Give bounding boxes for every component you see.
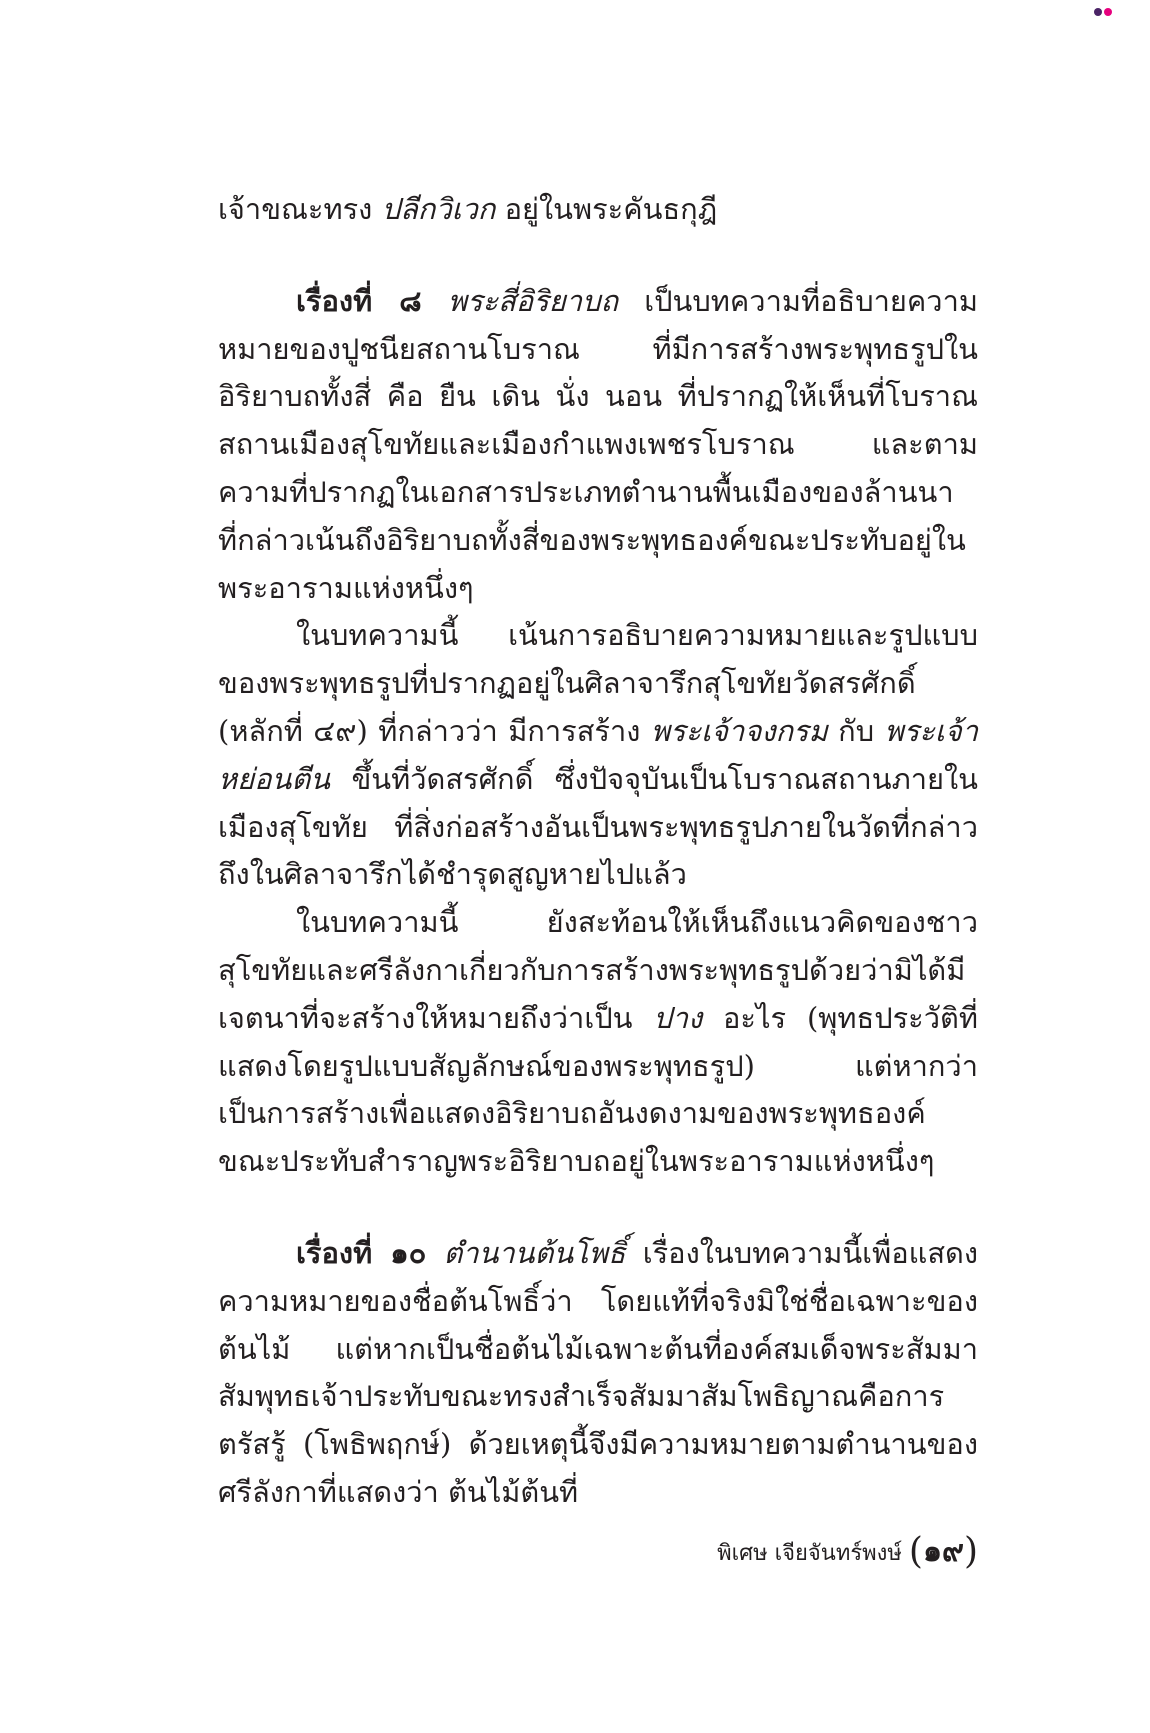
text-span: กับ: [827, 713, 885, 748]
section-title: ตำนานต้นโพธิ์: [443, 1235, 626, 1270]
text-span: อยู่ในพระคันธกุฎี: [495, 192, 718, 226]
italic-term: ปาง: [653, 1000, 703, 1035]
purple-dot: [1094, 8, 1102, 16]
paragraph-continuation: [218, 186, 978, 234]
section-heading: เรื่องที่ ๘: [296, 283, 422, 318]
section-title: พระสี่อิริยาบถ: [447, 283, 619, 318]
section-8-paragraph-2: [218, 612, 978, 899]
text-span: [422, 284, 448, 318]
section-8-paragraph-3: [218, 899, 978, 1186]
section-10-paragraph: [218, 1230, 978, 1517]
page-footer: [700, 1532, 978, 1574]
text-span: ในบทความนี้ เน้นการอธิบายความหมายและรูปแบบของพระพุทธรูปที่ปรากฏอยู่ในศิลาจารึกสุโขทัยวัดสรศักดิ์ (หลักที่ ๔๙) ที่กล่าวว่า มีการสร้าง: [218, 618, 978, 748]
text-span: เจ้าขณะทรง: [218, 192, 382, 226]
page-number: ๑๙: [922, 1534, 964, 1569]
paren-open: (: [908, 1531, 923, 1572]
paren-close: ): [963, 1531, 978, 1572]
text-span: ขึ้นที่วัดสรศักดิ์ ซึ่งปัจจุบันเป็นโบราณสถานภายในเมืองสุโขทัย ที่สิ่งก่อสร้างอันเป็นพระพุทธรูปภายในวัดที่กล่าวถึงในศิลาจารึกได้ชำรุดสูญหายไปแล้ว: [218, 761, 978, 892]
section-heading: เรื่องที่ ๑๐: [296, 1235, 427, 1270]
author-name: พิเศษ เจียจันทร์พงษ์: [717, 1541, 902, 1566]
text-span: อะไร (พุทธประวัติที่แสดงโดยรูปแบบสัญลักษณ์ของพระพุทธรูป) แต่หากว่าเป็นการสร้างเพื่อแสดงอิริยาบถอันงดงามของพระพุทธองค์ขณะประทับสำราญพระอิริยาบถอยู่ในพระอารามแห่งหนึ่งๆ: [218, 1000, 978, 1179]
italic-term: ปลีกวิเวก: [381, 192, 496, 226]
text-span: เป็นบทความที่อธิบายความหมายของปูชนียสถานโบราณ ที่มีการสร้างพระพุทธรูปในอิริยาบถทั้งสี่ คือ ยืน เดิน นั่ง นอน ที่ปรากฏให้เห็นที่โบราณสถานเมืองสุโขทัยและเมืองกำแพงเพชรโบราณ และตามความที่ปรากฏในเอกสารประเภทตำนานพื้นเมืองของล้านนา ที่กล่าวเน้นถึงอิริยาบถทั้งสี่ของพระพุทธองค์ขณะประทับอยู่ในพระอารามแห่งหนึ่งๆ: [218, 283, 978, 605]
text-span: [426, 1236, 443, 1270]
text-span: ในบทความนี้ ยังสะท้อนให้เห็นถึงแนวคิดของชาวสุโขทัยและศรีลังกาเกี่ยวกับการสร้างพระพุทธรูปด้วยว่ามิได้มีเจตนาที่จะสร้างให้หมายถึงว่าเป็น: [218, 905, 978, 1035]
italic-term: พระเจ้าจงกรม: [650, 713, 828, 748]
page-body: [218, 186, 978, 1517]
section-gap: [218, 1186, 978, 1230]
text-span: เรื่องในบทความนี้เพื่อแสดงความหมายของชื่อต้นโพธิ์ว่า โดยแท้ที่จริงมิใช่ชื่อเฉพาะของต้นไม้ แต่หากเป็นชื่อต้นไม้เฉพาะต้นที่องค์สมเด็จพระสัมมาสัมพุทธเจ้าประทับขณะทรงสำเร็จสัมมาสัมโพธิญาณคือการตรัสรู้ (โพธิพฤกษ์) ด้วยเหตุนี้จึงมีความหมายตามตำนานของศรีลังกาที่แสดงว่า ต้นไม้ต้นที่: [218, 1235, 979, 1509]
section-gap: [218, 234, 978, 278]
italic-term: พระเจ้าหย่อนตีน: [218, 713, 979, 796]
section-8-paragraph: [218, 278, 978, 613]
corner-dots-icon: [1094, 8, 1116, 18]
magenta-dot: [1104, 8, 1112, 16]
